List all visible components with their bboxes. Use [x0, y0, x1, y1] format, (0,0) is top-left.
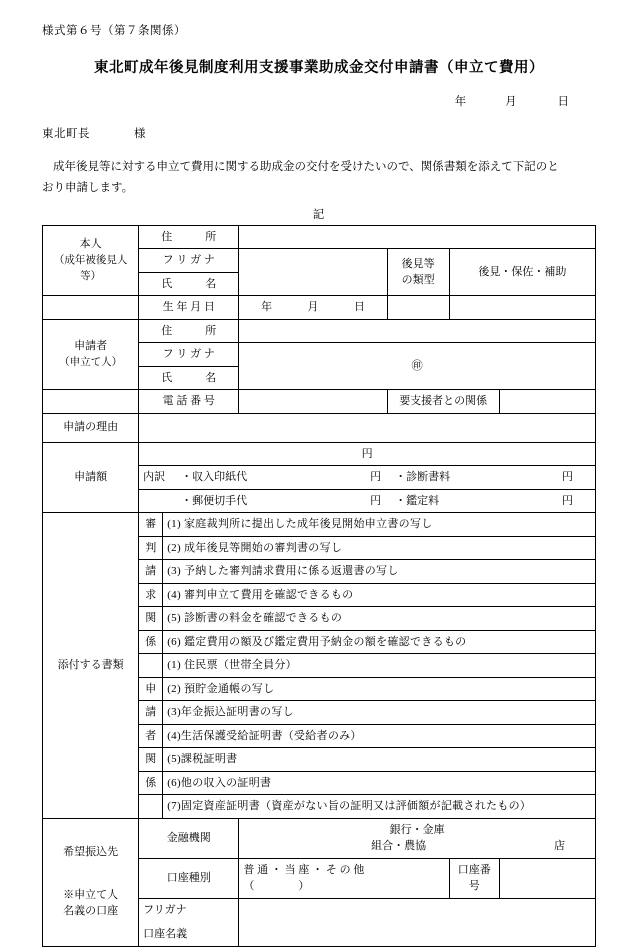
person-birth-pad2 — [449, 296, 595, 320]
bank-label-2: ※申立て人 — [63, 888, 119, 901]
amount-item-1-name: ・診断書料 — [395, 471, 451, 484]
body-paragraph — [42, 157, 596, 200]
person-birth-value[interactable] — [239, 296, 387, 320]
table-row-person-address — [43, 225, 596, 249]
person-birth-pad1 — [387, 296, 449, 320]
date-line — [42, 93, 596, 109]
doc-group1-label-5: 係 — [139, 630, 163, 654]
doc-group2-label-pad — [139, 654, 163, 678]
bank-account-type-blank: （ ） — [243, 880, 310, 893]
amount-item-0-unit: 円 — [370, 471, 382, 484]
bank-account-type-value[interactable] — [239, 858, 449, 898]
applicant-relation-value[interactable] — [499, 390, 595, 414]
doc-group1-label-1: 判 — [139, 536, 163, 560]
addressee-name: 東北町長 — [42, 128, 90, 140]
applicant-phone-label: 電 話 番 号 — [139, 390, 239, 414]
amount-breakdown-row-1[interactable] — [139, 466, 596, 490]
person-label-1: 本人 — [79, 238, 102, 251]
doc-group2-item-0: (1) 住民票（世帯全員分） — [163, 654, 596, 678]
amount-item-3-unit: 円 — [562, 494, 573, 507]
bank-holder-labels — [139, 898, 239, 946]
bank-holder-label: 口座名義 — [143, 928, 188, 941]
amount-item-1-unit: 円 — [562, 471, 573, 484]
doc-group2-item-3: (4)生活保護受給証明書（受給者のみ） — [163, 724, 596, 748]
amount-total-value[interactable] — [139, 442, 596, 466]
bank-institution-label: 金融機関 — [139, 818, 239, 858]
doc-group2-item-1: (2) 預貯金通帳の写し — [163, 677, 596, 701]
bank-holder-value[interactable] — [239, 898, 596, 946]
person-furigana-value[interactable] — [239, 249, 387, 296]
doc-group2-label-1: 請 — [139, 701, 163, 725]
person-type-label-2: の類型 — [401, 274, 435, 287]
doc-group2-item-5: (6)他の収入の証明書 — [163, 771, 596, 795]
doc-group1-item-5: (6) 鑑定費用の額及び鑑定費用予納金の額を確認できるもの — [163, 630, 596, 654]
reason-value[interactable] — [139, 413, 596, 442]
amount-label: 申請額 — [43, 442, 139, 513]
table-row-amount-total — [43, 442, 596, 466]
doc-group2-item-2: (3)年金振込証明書の写し — [163, 701, 596, 725]
bank-account-type-options: 普 通 ・ 当 座 ・ そ の 他 — [243, 863, 365, 876]
person-label-2: （成年被後見人等） — [53, 254, 128, 282]
reason-label: 申請の理由 — [43, 413, 139, 442]
table-row-reason — [43, 413, 596, 442]
doc-group1-item-4: (5) 診断書の料金を確認できるもの — [163, 607, 596, 631]
applicant-name-label: 氏 名 — [139, 366, 239, 390]
person-birth-month: 月 — [307, 301, 319, 314]
date-month-label: 月 — [505, 96, 518, 108]
person-birth-year: 年 — [261, 301, 273, 314]
bank-account-no-label: 口座番号 — [449, 858, 499, 898]
bank-account-type-label: 口座種別 — [139, 858, 239, 898]
doc-group2-label-0: 申 — [139, 677, 163, 701]
applicant-label-1: 申請者 — [74, 340, 108, 353]
table-row-bank-institution — [43, 818, 596, 838]
person-birth-label: 生 年 月 日 — [139, 296, 239, 320]
doc-group2-label-2: 者 — [139, 724, 163, 748]
person-birth-label-cell — [43, 296, 139, 320]
addressee-honorific: 様 — [134, 128, 146, 140]
doc-group2-label-3: 関 — [139, 748, 163, 772]
person-type-label — [387, 249, 449, 296]
applicant-phone-pad — [43, 390, 139, 414]
doc-group1-label-4: 関 — [139, 607, 163, 631]
person-type-value[interactable]: 後見・保佐・補助 — [449, 249, 595, 296]
bank-account-no-value[interactable] — [499, 858, 595, 898]
applicant-address-value[interactable] — [239, 319, 596, 343]
doc-group2-item-6: (7)固定資産証明書（資産がない旨の証明又は評価額が記載されたもの） — [163, 795, 596, 819]
bank-institution-row2[interactable] — [239, 838, 596, 858]
page-title: 東北町成年後見制度利用支援事業助成金交付申請書（申立て費用） — [94, 60, 544, 76]
person-type-label-1: 後見等 — [401, 257, 435, 270]
applicant-name-value[interactable] — [239, 343, 596, 390]
bank-institution-type-2: 組合・農協 — [371, 840, 427, 853]
amount-yen-top: 円 — [361, 447, 373, 460]
form-number: 様式第６号（第７条関係） — [42, 25, 186, 37]
doc-group1-item-0: (1) 家庭裁判所に提出した成年後見開始申立書の写し — [163, 513, 596, 537]
addressee — [42, 125, 596, 141]
applicant-label-cell — [43, 319, 139, 390]
doc-group2-label-4: 係 — [139, 771, 163, 795]
doc-group2-label-pad2 — [139, 795, 163, 819]
bank-label-cell — [43, 818, 139, 946]
doc-group1-label-0: 審 — [139, 513, 163, 537]
table-row-person-birth — [43, 296, 596, 320]
amount-item-2-unit: 円 — [370, 494, 382, 507]
doc-group2-item-4: (5)課税証明書 — [163, 748, 596, 772]
person-birth-day: 日 — [353, 301, 365, 314]
doc-group1-item-3: (4) 審判申立て費用を確認できるもの — [163, 583, 596, 607]
amount-item-3-name: ・鑑定料 — [395, 494, 440, 507]
doc-group1-item-1: (2) 成年後見等開始の審判書の写し — [163, 536, 596, 560]
bank-institution-branch: 店 — [554, 840, 565, 853]
doc-group1-item-2: (3) 予納した審判請求費用に係る返還書の写し — [163, 560, 596, 584]
table-row-doc-1 — [43, 513, 596, 537]
person-address-value[interactable] — [239, 225, 596, 249]
applicant-address-label: 住 所 — [139, 319, 239, 343]
applicant-furigana-label: フ リ ガ ナ — [139, 343, 239, 367]
body-line-1: 成年後見等に対する申立て費用に関する助成金の交付を受けたいので、関係書類を添えて下記のと — [53, 161, 559, 173]
applicant-relation-label: 要支援者との関係 — [387, 390, 499, 414]
person-furigana-label: フ リ ガ ナ — [139, 249, 239, 273]
doc-group1-label-3: 求 — [139, 583, 163, 607]
body-line-2: おり申請します。 — [42, 182, 134, 195]
bank-institution-type-1[interactable]: 銀行・金庫 — [239, 818, 596, 838]
date-year-label: 年 — [454, 96, 468, 108]
person-label-cell — [43, 225, 139, 296]
ki-marker: 記 — [312, 208, 326, 221]
amount-breakdown-row-2[interactable] — [139, 489, 596, 513]
bank-label-1: 希望振込先 — [63, 846, 119, 859]
person-address-label: 住 所 — [139, 225, 239, 249]
amount-breakdown-label: 内訳 — [143, 471, 166, 484]
amount-item-2-name: ・郵便切手代 — [181, 494, 248, 507]
date-day-label: 日 — [557, 96, 570, 108]
documents-label: 添付する書類 — [43, 513, 139, 819]
applicant-phone-value[interactable] — [239, 390, 387, 414]
person-name-text: 氏 名 — [161, 277, 217, 290]
person-name-label — [139, 272, 239, 296]
bank-holder-furigana-label: フリガナ — [143, 903, 187, 916]
table-row-applicant-address — [43, 319, 596, 343]
doc-group1-label-2: 請 — [139, 560, 163, 584]
application-table — [42, 225, 596, 947]
table-row-applicant-phone — [43, 390, 596, 414]
applicant-seal: ㊞ — [411, 359, 423, 372]
amount-item-0-name: ・収入印紙代 — [181, 471, 248, 484]
bank-label-3: 名義の口座 — [63, 905, 119, 918]
applicant-label-2: （申立て人） — [59, 356, 123, 368]
